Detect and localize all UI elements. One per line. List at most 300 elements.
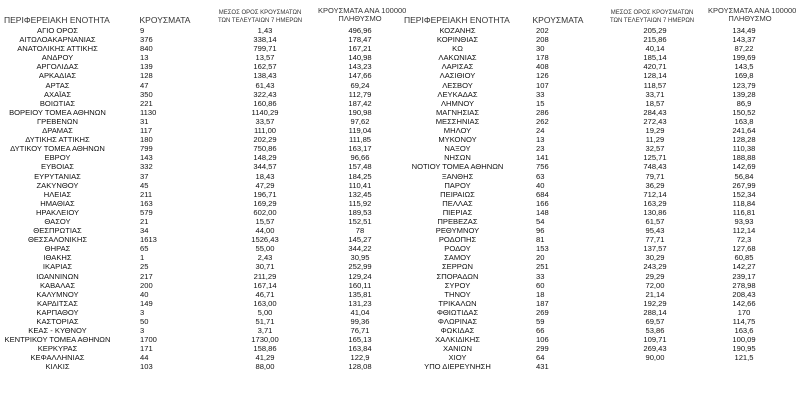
region-cell: ΡΟΔΟΥ: [444, 244, 471, 254]
per-capita-cell: 86,9: [736, 98, 752, 108]
per-capita-cell: 344,22: [348, 244, 372, 254]
per-capita-cell: 129,24: [348, 271, 372, 281]
per-capita-cell: 170: [737, 307, 751, 317]
per-capita-header: [708, 6, 797, 23]
table-row: [400, 208, 800, 217]
table-row: [400, 226, 800, 235]
cases-cell: 13: [140, 53, 149, 63]
avg-cell: 160,86: [253, 98, 277, 108]
cases-cell: 33: [536, 271, 545, 281]
table-row: [400, 308, 800, 317]
region-cell: ΜΑΓΝΗΣΙΑΣ: [435, 107, 480, 117]
avg-cell: 748,43: [643, 162, 667, 172]
table-row: [400, 281, 800, 290]
region-cell: ΑΝΔΡΟΥ: [41, 53, 74, 63]
avg-cell: 90,00: [645, 353, 665, 363]
per-capita-cell: 110,38: [732, 144, 756, 154]
cases-cell: 18: [536, 289, 545, 299]
table-row: [0, 135, 400, 144]
region-cell: ΙΚΑΡΙΑΣ: [42, 262, 73, 272]
cases-cell: 139: [140, 62, 153, 72]
table-row: [0, 81, 400, 90]
per-capita-cell: 122,9: [350, 353, 370, 363]
table-row: [400, 262, 800, 271]
per-capita-cell: 135,81: [348, 289, 372, 299]
region-cell: ΣΠΟΡΑΔΩΝ: [436, 271, 479, 281]
cases-cell: 33: [536, 89, 545, 99]
avg-cell: 3,71: [257, 326, 273, 336]
avg-cell: 128,14: [643, 71, 667, 81]
cases-cell: 756: [536, 162, 549, 172]
table-row: [400, 235, 800, 244]
avg-cell: 137,57: [643, 244, 667, 254]
avg-cell: 211,29: [253, 271, 277, 281]
per-capita-header: [318, 6, 407, 23]
avg-cell: 162,57: [253, 62, 277, 72]
table-row: [0, 162, 400, 171]
table-row: [0, 335, 400, 344]
region-cell: ΕΒΡΟΥ: [44, 153, 71, 163]
region-cell: ΚΑΛΥΜΝΟΥ: [36, 289, 79, 299]
per-capita-cell: 147,66: [348, 71, 372, 81]
per-capita-cell: 189,53: [348, 207, 372, 217]
table-row: [0, 362, 400, 371]
region-cell: ΑΙΤΩΛΟΑΚΑΡΝΑΝΙΑΣ: [19, 35, 96, 45]
cases-cell: 66: [536, 326, 545, 336]
per-capita-header-line1: ΚΡΟΥΣΜΑΤΑ ΑΝΑ 100000: [318, 6, 407, 15]
table-row: [0, 299, 400, 308]
avg-cell: 269,43: [643, 344, 667, 354]
table-row: [0, 281, 400, 290]
avg-cell: 33,71: [645, 89, 665, 99]
avg-cell: 272,43: [643, 116, 667, 126]
cases-cell: 25: [140, 262, 149, 272]
region-cell: ΗΛΕΙΑΣ: [43, 189, 72, 199]
table-row: [0, 326, 400, 335]
table-row: [0, 208, 400, 217]
avg-cell: 167,14: [253, 280, 277, 290]
cases-cell: 63: [536, 171, 545, 181]
table-row: [400, 181, 800, 190]
cases-cell: 106: [536, 335, 549, 345]
region-header: ΠΕΡΙΦΕΡΕΙΑΚΗ ΕΝΟΤΗΤΑ: [404, 15, 510, 25]
avg-cell: 163,29: [643, 198, 667, 208]
per-capita-cell: 119,04: [348, 126, 372, 136]
region-cell: ΦΩΚΙΔΑΣ: [440, 326, 475, 336]
per-capita-cell: 157,48: [348, 162, 372, 172]
avg-cell: 185,14: [643, 53, 667, 63]
per-capita-cell: 199,69: [732, 53, 756, 63]
avg-cell: 148,29: [253, 153, 277, 163]
cases-cell: 37: [140, 171, 149, 181]
cases-cell: 269: [536, 307, 549, 317]
per-capita-cell: 160,11: [348, 280, 372, 290]
region-cell: ΣΑΜΟΥ: [444, 253, 471, 263]
per-capita-cell: 116,81: [732, 207, 756, 217]
table-row: [0, 44, 400, 53]
cases-cell: 684: [536, 189, 549, 199]
cases-cell: 47: [140, 80, 149, 90]
per-capita-cell: 69,24: [350, 80, 370, 90]
avg-cell: 15,57: [255, 216, 275, 226]
table-row: [400, 362, 800, 371]
avg-cell: 118,57: [643, 80, 667, 90]
cases-cell: 3: [140, 326, 145, 336]
avg-cell: 111,00: [253, 126, 277, 136]
region-cell: ΔΥΤΙΚΗΣ ΑΤΤΙΚΗΣ: [25, 135, 90, 145]
region-cell: ΚΕΝΤΡΙΚΟΥ ΤΟΜΕΑ ΑΘΗΝΩΝ: [4, 335, 111, 345]
avg-header-line2: ΤΩΝ ΤΕΛΕΥΤΑΙΩΝ 7 ΗΜΕΡΩΝ: [218, 18, 303, 24]
region-cell: ΝΟΤΙΟΥ ΤΟΜΕΑ ΑΘΗΝΩΝ: [411, 162, 504, 172]
cases-cell: 217: [140, 271, 153, 281]
per-capita-cell: 169,8: [734, 71, 754, 81]
cases-cell: 143: [140, 153, 153, 163]
table-row: [0, 153, 400, 162]
table-row: [400, 153, 800, 162]
avg-cell: 18,57: [645, 98, 665, 108]
table-row: [0, 172, 400, 181]
avg-cell: 21,14: [645, 289, 665, 299]
per-capita-cell: 123,79: [732, 80, 756, 90]
cases-cell: 54: [536, 216, 545, 226]
table-row: [400, 353, 800, 362]
avg-cell: 1730,00: [251, 335, 279, 345]
region-cell: ΘΑΣΟΥ: [44, 216, 71, 226]
per-capita-cell: 30,95: [350, 253, 370, 263]
per-capita-cell: 187,42: [348, 98, 372, 108]
per-capita-cell: 127,68: [732, 244, 756, 254]
per-capita-cell: 188,88: [732, 153, 756, 163]
avg-cell: 344,57: [253, 162, 277, 172]
avg-cell: 138,43: [253, 71, 277, 81]
region-cell: ΑΡΚΑΔΙΑΣ: [38, 71, 77, 81]
avg-cell: 243,29: [643, 262, 667, 272]
per-capita-cell: 190,98: [348, 107, 372, 117]
region-cell: ΚΕΡΚΥΡΑΣ: [37, 344, 78, 354]
per-capita-cell: 178,47: [348, 35, 372, 45]
region-cell: ΛΑΚΩΝΙΑΣ: [438, 53, 477, 63]
cases-cell: 148: [536, 207, 549, 217]
region-cell: ΘΕΣΠΡΩΤΙΑΣ: [33, 226, 82, 236]
per-capita-header-line2: ΠΛΗΘΥΣΜΟ: [728, 14, 772, 23]
cases-cell: 60: [536, 280, 545, 290]
table-row: [0, 62, 400, 71]
avg-cell: 1526,43: [251, 235, 279, 245]
per-capita-cell: 134,49: [732, 26, 756, 35]
region-cell: ΗΜΑΘΙΑΣ: [40, 198, 75, 208]
avg-cell: 109,71: [643, 335, 667, 345]
per-capita-cell: 152,51: [348, 216, 372, 226]
region-cell: ΣΥΡΟΥ: [444, 280, 471, 290]
per-capita-cell: 131,23: [348, 298, 372, 308]
region-cell: ΜΥΚΟΝΟΥ: [438, 135, 477, 145]
table-row: [0, 253, 400, 262]
avg-cell: 77,71: [645, 235, 665, 245]
avg-cell: 51,71: [255, 317, 275, 326]
avg-cell: 41,29: [255, 353, 275, 363]
cases-cell: 187: [536, 298, 549, 308]
cases-cell: 59: [536, 317, 545, 326]
avg-header-line1: ΜΕΣΟΣ ΟΡΟΣ ΚΡΟΥΣΜΑΤΩΝ: [610, 10, 694, 16]
per-capita-cell: 278,98: [732, 280, 756, 290]
avg-cell: 19,29: [645, 126, 665, 136]
region-cell: ΚΑΡΠΑΘΟΥ: [36, 307, 79, 317]
table-row: [400, 317, 800, 326]
avg-cell: 192,29: [643, 298, 667, 308]
cases-cell: 579: [140, 207, 153, 217]
per-capita-cell: 110,41: [348, 180, 372, 190]
region-cell: ΗΡΑΚΛΕΙΟΥ: [35, 207, 80, 217]
avg-cell: 338,14: [253, 35, 277, 45]
region-cell: ΔΥΤΙΚΟΥ ΤΟΜΕΑ ΑΘΗΝΩΝ: [10, 144, 105, 154]
per-capita-cell: 121,5: [734, 353, 754, 363]
cases-cell: 1130: [140, 107, 157, 117]
avg-cell: 61,57: [645, 216, 665, 226]
avg-header-line2: ΤΩΝ ΤΕΛΕΥΤΑΙΩΝ 7 ΗΜΕΡΩΝ: [610, 18, 695, 24]
avg-cell: 95,43: [645, 226, 665, 236]
cases-cell: 21: [140, 216, 149, 226]
avg-cell: 72,00: [645, 280, 665, 290]
cases-cell: 64: [536, 353, 545, 363]
per-capita-header-line2: ΠΛΗΘΥΣΜΟ: [338, 14, 382, 23]
table-row: [0, 226, 400, 235]
per-capita-cell: 241,64: [732, 126, 756, 136]
table-row: [400, 99, 800, 108]
table-row: [0, 272, 400, 281]
avg-cell: 163,00: [253, 298, 277, 308]
avg-header: [218, 9, 302, 25]
per-capita-cell: 76,71: [350, 326, 370, 336]
per-capita-cell: 143,37: [732, 35, 756, 45]
table-row: [400, 244, 800, 253]
per-capita-cell: 87,22: [734, 44, 754, 54]
table-row: [400, 126, 800, 135]
cases-cell: 408: [536, 62, 549, 72]
table-row: [0, 26, 400, 35]
avg-cell: 69,57: [645, 317, 665, 326]
cases-cell: 126: [536, 71, 549, 81]
cases-cell: 299: [536, 344, 549, 354]
avg-cell: 33,57: [255, 116, 275, 126]
region-cell: ΚΕΑΣ - ΚΥΘΝΟΥ: [28, 326, 87, 336]
table-row: [400, 62, 800, 71]
cases-cell: 163: [140, 198, 153, 208]
avg-cell: 2,43: [257, 253, 273, 263]
avg-cell: 322,43: [253, 89, 277, 99]
cases-cell: 50: [140, 317, 149, 326]
right-table: [400, 0, 800, 372]
per-capita-cell: 97,62: [350, 116, 370, 126]
cases-cell: 30: [536, 44, 545, 54]
table-row: [400, 53, 800, 62]
avg-cell: 53,86: [645, 326, 665, 336]
region-cell: ΓΡΕΒΕΝΩΝ: [36, 116, 79, 126]
per-capita-cell: 184,25: [348, 171, 372, 181]
region-cell: ΛΗΜΝΟΥ: [440, 98, 475, 108]
per-capita-cell: 128,08: [348, 362, 372, 372]
avg-cell: 13,57: [255, 53, 275, 63]
right-table-header: [400, 0, 800, 26]
table-row: [400, 199, 800, 208]
avg-cell: 205,29: [643, 26, 667, 35]
cases-cell: 40: [536, 180, 545, 190]
table-row: [400, 117, 800, 126]
table-row: [0, 262, 400, 271]
region-cell: ΞΑΝΘΗΣ: [441, 171, 474, 181]
per-capita-cell: 142,27: [732, 262, 756, 272]
per-capita-cell: 93,93: [734, 216, 754, 226]
cases-cell: 332: [140, 162, 153, 172]
per-capita-cell: 118,84: [732, 198, 756, 208]
per-capita-cell: 60,85: [734, 253, 754, 263]
region-cell: ΛΑΣΙΘΙΟΥ: [439, 71, 476, 81]
cases-header: ΚΡΟΥΣΜΑΤΑ: [139, 15, 191, 25]
table-row: [0, 117, 400, 126]
table-row: [400, 162, 800, 171]
table-row: [0, 353, 400, 362]
avg-cell: 36,29: [645, 180, 665, 190]
region-cell: ΑΝΑΤΟΛΙΚΗΣ ΑΤΤΙΚΗΣ: [17, 44, 98, 54]
cases-cell: 3: [140, 307, 145, 317]
avg-cell: 44,00: [255, 226, 275, 236]
table-row: [0, 181, 400, 190]
per-capita-cell: 142,66: [732, 298, 756, 308]
table-row: [400, 190, 800, 199]
table-row: [400, 272, 800, 281]
avg-cell: 712,14: [643, 189, 667, 199]
region-cell: ΚΩ: [452, 44, 463, 54]
region-cell: ΛΕΥΚΑΔΑΣ: [437, 89, 478, 99]
table-row: [400, 335, 800, 344]
avg-header-line1: ΜΕΣΟΣ ΟΡΟΣ ΚΡΟΥΣΜΑΤΩΝ: [218, 10, 302, 16]
region-cell: ΠΕΙΡΑΙΩΣ: [440, 189, 475, 199]
region-cell: ΚΟΡΙΝΘΙΑΣ: [436, 35, 479, 45]
table-row: [400, 344, 800, 353]
cases-cell: 44: [140, 353, 149, 363]
region-cell: ΑΓΙΟ ΟΡΟΣ: [37, 26, 78, 35]
table-row: [400, 71, 800, 80]
table-row: [0, 90, 400, 99]
avg-cell: 55,00: [255, 244, 275, 254]
left-table-header: [0, 0, 407, 26]
table-row: [400, 81, 800, 90]
table-row: [0, 244, 400, 253]
avg-cell: 799,71: [253, 44, 277, 54]
region-cell: ΝΗΣΩΝ: [444, 153, 471, 163]
avg-header: [610, 9, 694, 25]
per-capita-cell: 112,14: [732, 226, 756, 236]
table-row: [400, 290, 800, 299]
per-capita-cell: 163,17: [348, 144, 372, 154]
per-capita-cell: 496,96: [348, 26, 372, 35]
avg-cell: 1140,29: [251, 107, 279, 117]
per-capita-cell: 114,75: [732, 317, 756, 326]
cases-cell: 34: [140, 226, 149, 236]
table-row: [0, 71, 400, 80]
cases-cell: 178: [536, 53, 549, 63]
region-cell: ΖΑΚΥΝΘΟΥ: [36, 180, 79, 190]
region-cell: ΙΘΑΚΗΣ: [43, 253, 72, 263]
region-cell: ΑΡΓΟΛΙΔΑΣ: [36, 62, 79, 72]
right-table-body: [400, 26, 800, 372]
table-row: [0, 199, 400, 208]
per-capita-cell: 163,8: [734, 116, 754, 126]
region-cell: ΘΗΡΑΣ: [44, 244, 71, 254]
avg-cell: 750,86: [253, 144, 277, 154]
cases-cell: 171: [140, 344, 153, 354]
per-capita-cell: 163,6: [734, 326, 754, 336]
cases-cell: 107: [536, 80, 549, 90]
per-capita-cell: 41,04: [350, 307, 370, 317]
cases-cell: 9: [140, 26, 145, 35]
per-capita-cell: 145,27: [348, 235, 372, 245]
region-cell: ΑΧΑΪΑΣ: [43, 89, 72, 99]
cases-header: ΚΡΟΥΣΜΑΤΑ: [532, 15, 584, 25]
avg-cell: 1,43: [257, 26, 273, 35]
region-cell: ΠΙΕΡΙΑΣ: [442, 207, 473, 217]
cases-cell: 221: [140, 98, 153, 108]
per-capita-cell: 111,85: [348, 135, 372, 145]
cases-cell: 15: [536, 98, 545, 108]
region-cell: ΠΡΕΒΕΖΑΣ: [437, 216, 478, 226]
region-cell: ΥΠΟ ΔΙΕΡΕΥΝΗΣΗ: [424, 362, 491, 372]
region-cell: ΚΟΖΑΝΗΣ: [439, 26, 476, 35]
table-row: [400, 172, 800, 181]
per-capita-cell: 190,95: [732, 344, 756, 354]
cases-cell: 286: [536, 107, 549, 117]
table-row: [0, 190, 400, 199]
table-row: [0, 344, 400, 353]
table-row: [400, 44, 800, 53]
cases-cell: 840: [140, 44, 153, 54]
cases-cell: 166: [536, 198, 549, 208]
table-row: [400, 35, 800, 44]
cases-cell: 13: [536, 135, 545, 145]
per-capita-cell: 239,17: [732, 271, 756, 281]
region-cell: ΦΘΙΩΤΙΔΑΣ: [436, 307, 479, 317]
avg-cell: 18,43: [255, 171, 275, 181]
table-row: [0, 217, 400, 226]
per-capita-cell: 78: [355, 226, 365, 236]
per-capita-cell: 167,21: [348, 44, 372, 54]
avg-cell: 169,29: [253, 198, 277, 208]
cases-cell: 262: [536, 116, 549, 126]
avg-cell: 29,29: [645, 271, 665, 281]
region-cell: ΜΕΣΣΗΝΙΑΣ: [435, 116, 480, 126]
avg-cell: 32,57: [645, 144, 665, 154]
region-cell: ΚΕΦΑΛΛΗΝΙΑΣ: [30, 353, 85, 363]
per-capita-cell: 142,69: [732, 162, 756, 172]
region-cell: ΣΕΡΡΩΝ: [441, 262, 474, 272]
avg-cell: 88,00: [255, 362, 275, 372]
per-capita-cell: 143,5: [734, 62, 754, 72]
cases-cell: 128: [140, 71, 153, 81]
cases-cell: 141: [536, 153, 549, 163]
cases-cell: 40: [140, 289, 149, 299]
avg-cell: 46,71: [255, 289, 275, 299]
avg-cell: 11,29: [645, 135, 665, 145]
cases-cell: 251: [536, 262, 549, 272]
per-capita-cell: 267,99: [732, 180, 756, 190]
cases-cell: 350: [140, 89, 153, 99]
per-capita-cell: 152,34: [732, 189, 756, 199]
region-cell: ΚΑΒΑΛΑΣ: [39, 280, 76, 290]
cases-cell: 149: [140, 298, 153, 308]
avg-cell: 79,71: [645, 171, 665, 181]
table-row: [0, 53, 400, 62]
per-capita-cell: 150,52: [732, 107, 756, 117]
region-cell: ΠΕΛΛΑΣ: [442, 198, 473, 208]
